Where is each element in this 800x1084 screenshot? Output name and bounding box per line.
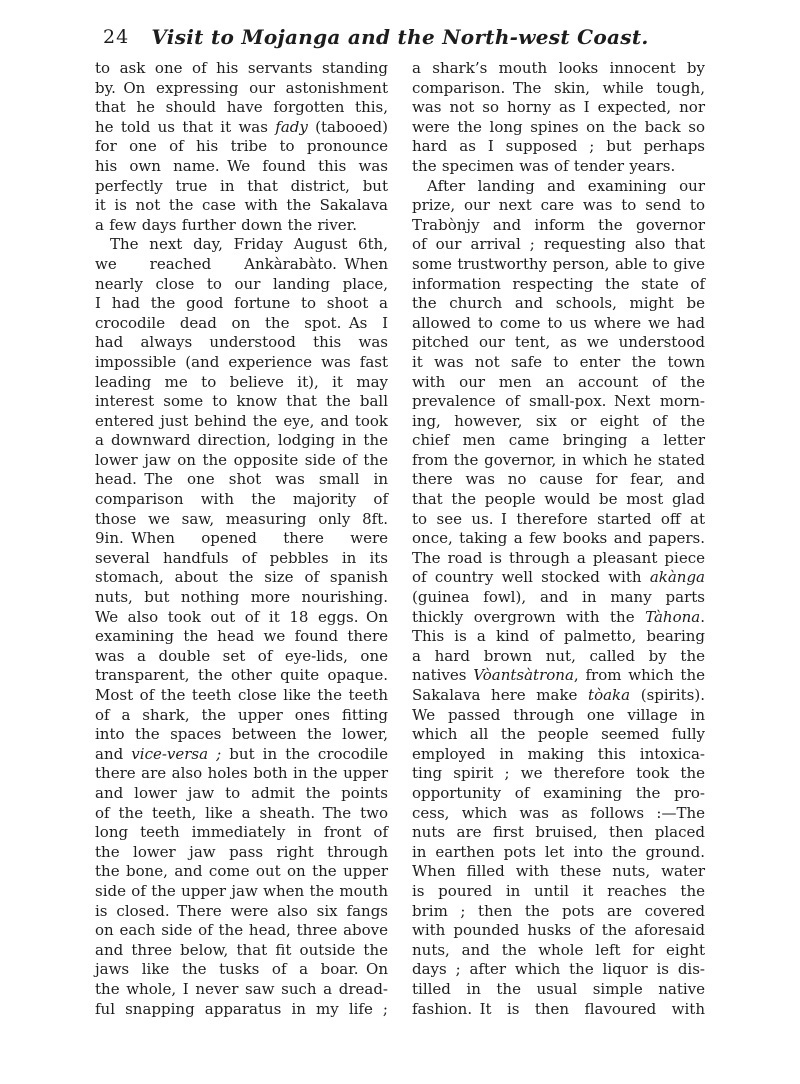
text-segment: which all the people seemed fully (412, 725, 705, 744)
text-line (412, 294, 705, 314)
text-segment: it is not the case with the Sakalava (95, 196, 388, 215)
text-segment: those we saw, measuring only 8ft. (95, 509, 388, 528)
text-segment: side of the upper jaw when the mouth (95, 881, 388, 900)
text-line (95, 118, 388, 138)
text-segment: but in the crocodile (221, 744, 388, 763)
text-line (95, 529, 388, 549)
text-line (412, 177, 705, 197)
text-line (412, 98, 705, 118)
text-segment: his own name. We found this was (95, 156, 388, 175)
page-header (95, 25, 705, 51)
text-line (412, 823, 705, 843)
italic-text: akànga (649, 568, 705, 587)
text-segment: The next day, Friday August 6th, (110, 235, 388, 254)
text-segment: 9in. When opened there were (95, 529, 388, 548)
text-line (412, 549, 705, 569)
text-line (95, 314, 388, 334)
text-segment: fashion. It is then flavoured with (412, 999, 705, 1018)
text-segment: of country well stocked with (412, 568, 650, 587)
text-segment: leading me to believe it), it may (95, 372, 388, 391)
text-segment: of our arrival ; requesting also that (412, 235, 705, 254)
text-line (412, 157, 705, 177)
running-title: Visit to Mojanga and the North-west Coast. (151, 25, 649, 49)
text-segment: days ; after which the liquor is dis- (412, 960, 705, 979)
text-segment: jaws like the tusks of a boar. On (95, 960, 388, 979)
text-line (412, 490, 705, 510)
text-line (412, 79, 705, 99)
text-line (412, 529, 705, 549)
text-segment: that he should have forgotten this, (95, 98, 388, 117)
text-segment: When filled with these nuts, water (412, 862, 705, 881)
text-segment: brim ; then the pots are covered (412, 901, 705, 920)
text-segment: opportunity of examining the pro- (412, 783, 705, 802)
text-line (412, 862, 705, 882)
text-line (95, 392, 388, 412)
text-segment: . (700, 607, 705, 626)
paragraph (412, 59, 705, 177)
text-line (412, 764, 705, 784)
text-segment: The road is through a pleasant piece (412, 548, 705, 567)
text-line (412, 686, 705, 706)
text-segment: on each side of the head, three above (95, 921, 388, 940)
text-segment: Most of the teeth close like the teeth (95, 686, 388, 704)
text-segment: impossible (and experience was fast (95, 352, 388, 371)
text-segment: a downward direction, lodging in the (95, 431, 388, 450)
text-segment: to see us. I therefore started off at (412, 509, 705, 528)
text-segment: is poured in until it reaches the (412, 881, 705, 900)
text-segment: that the people would be most glad (412, 490, 705, 509)
text-segment: once, taking a few books and papers. (412, 529, 705, 548)
text-line (95, 588, 388, 608)
text-line (95, 686, 388, 706)
text-segment: we reached Ankàrabàto. When (95, 254, 388, 273)
text-line (95, 882, 388, 902)
text-line (412, 255, 705, 275)
text-segment: After landing and examining our (427, 176, 705, 195)
text-segment: the bone, and come out on the upper (95, 862, 388, 881)
text-segment: (guinea fowl), and in many parts (412, 588, 705, 607)
text-segment: hard as I supposed ; but perhaps (412, 137, 705, 156)
text-segment: the church and schools, might be (412, 294, 705, 313)
text-line (95, 784, 388, 804)
text-line (95, 647, 388, 667)
text-line (95, 941, 388, 961)
text-segment: of a shark, the upper ones fitting (95, 705, 388, 724)
text-segment: was not so horny as I expected, nor (412, 98, 705, 117)
text-line (95, 843, 388, 863)
text-line (95, 235, 388, 255)
text-line (95, 510, 388, 530)
text-segment: he told us that it was (95, 117, 276, 136)
text-line (95, 980, 388, 1000)
text-line (412, 333, 705, 353)
text-line (95, 98, 388, 118)
text-line (412, 412, 705, 432)
text-line (95, 764, 388, 784)
text-line (412, 1000, 705, 1020)
text-segment: stomach, about the size of spanish (95, 568, 388, 587)
text-segment: entered just behind the eye, and took (95, 411, 388, 430)
paragraph (412, 177, 705, 1020)
text-line (412, 568, 705, 588)
text-line (95, 823, 388, 843)
text-line (412, 804, 705, 824)
text-line (412, 59, 705, 79)
text-segment: with our men an account of the (412, 372, 705, 391)
text-segment: transparent, the other quite opaque. (95, 666, 388, 685)
text-segment: nearly close to our landing place, (95, 274, 388, 293)
text-segment: natives (412, 666, 474, 685)
text-line (95, 568, 388, 588)
text-line (412, 882, 705, 902)
text-segment: was a double set of eye-lids, one (95, 646, 388, 665)
text-segment: prevalence of small-pox. Next morn- (412, 392, 705, 411)
italic-text: tòaka (588, 686, 631, 704)
text-line (412, 373, 705, 393)
text-segment: were the long spines on the back so (412, 117, 705, 136)
italic-text: Vòantsàtrona (473, 666, 574, 685)
text-line (412, 216, 705, 236)
text-segment: a few days further down the river. (95, 215, 357, 234)
text-line (95, 451, 388, 471)
text-column (95, 59, 388, 1019)
text-segment: to ask one of his servants standing (95, 59, 388, 77)
text-line (95, 549, 388, 569)
text-segment: is closed. There were also six fangs (95, 901, 388, 920)
text-line (412, 941, 705, 961)
text-line (95, 960, 388, 980)
text-segment: pitched our tent, as we understood (412, 333, 705, 352)
text-segment: I had the good fortune to shoot a (95, 294, 388, 313)
text-line (95, 412, 388, 432)
text-segment: information respecting the state of (412, 274, 705, 293)
text-line (412, 118, 705, 138)
text-segment: comparison. The skin, while tough, (412, 78, 705, 97)
text-segment: examining the head we found there (95, 627, 388, 646)
text-line (95, 294, 388, 314)
text-segment: thickly overgrown with the (412, 607, 646, 626)
text-segment: by. On expressing our astonishment (95, 78, 388, 97)
text-line (412, 784, 705, 804)
text-line (95, 431, 388, 451)
text-segment: lower jaw on the opposite side of the (95, 450, 388, 469)
text-segment: the specimen was of tender years. (412, 156, 676, 175)
text-segment: We passed through one village in (412, 705, 705, 724)
text-line (95, 745, 388, 765)
text-segment: prize, our next care was to send to (412, 196, 705, 215)
text-segment: several handfuls of pebbles in its (95, 548, 388, 567)
text-segment: and (95, 744, 132, 763)
text-segment: ful snapping apparatus in my life ; (95, 999, 388, 1018)
text-segment: head. The one shot was small in (95, 470, 388, 489)
text-line (95, 921, 388, 941)
text-segment: ing, however, six or eight of the (412, 411, 705, 430)
text-line (412, 706, 705, 726)
text-line (412, 510, 705, 530)
italic-text: fady (275, 117, 308, 136)
text-line (95, 608, 388, 628)
paragraph (95, 235, 388, 1019)
text-segment: there was no cause for fear, and (412, 470, 705, 489)
text-segment: from the governor, in which he stated (412, 450, 705, 469)
text-segment: of the teeth, like a sheath. The two (95, 803, 388, 822)
text-line (95, 79, 388, 99)
text-segment: it was not safe to enter the town (412, 352, 705, 371)
text-line (95, 157, 388, 177)
text-segment: We also took out of it 18 eggs. On (95, 607, 388, 626)
text-line (412, 431, 705, 451)
text-line (412, 666, 705, 686)
text-segment: and three below, that fit outside the (95, 940, 388, 959)
text-line (412, 275, 705, 295)
text-segment: in earthen pots let into the ground. (412, 842, 705, 861)
text-line (412, 314, 705, 334)
text-segment: for one of his tribe to pronounce (95, 137, 388, 156)
text-segment: (spirits). (630, 686, 705, 704)
italic-text: Tàhona (645, 607, 701, 626)
text-line (95, 373, 388, 393)
text-segment: had always understood this was (95, 333, 388, 352)
text-line (412, 608, 705, 628)
text-line (95, 666, 388, 686)
text-line (95, 706, 388, 726)
text-segment: employed in making this intoxica- (412, 744, 705, 763)
text-segment: chief men came bringing a letter (412, 431, 705, 450)
text-segment: cess, which was as follows :—The (412, 803, 705, 822)
text-line (412, 960, 705, 980)
text-line (412, 745, 705, 765)
text-line (95, 59, 388, 79)
text-line (95, 804, 388, 824)
text-segment: the whole, I never saw such a dread- (95, 979, 388, 998)
text-line (412, 392, 705, 412)
text-segment: a shark’s mouth looks innocent by (412, 59, 705, 77)
text-line (412, 196, 705, 216)
text-line (95, 862, 388, 882)
text-line (412, 843, 705, 863)
text-segment: interest some to know that the ball (95, 392, 388, 411)
text-segment: nuts, but nothing more nourishing. (95, 588, 388, 607)
text-line (412, 470, 705, 490)
text-line (412, 627, 705, 647)
text-line (95, 333, 388, 353)
text-line (95, 902, 388, 922)
text-line (412, 902, 705, 922)
page-number: 24 (103, 26, 130, 48)
text-columns (95, 59, 705, 1019)
text-segment: with pounded husks of the aforesaid (412, 921, 705, 940)
italic-text: vice-versa ; (131, 744, 222, 763)
text-line (412, 137, 705, 157)
text-line (412, 235, 705, 255)
text-line (412, 980, 705, 1000)
text-line (95, 177, 388, 197)
text-segment: , from which the (573, 666, 705, 685)
text-line (95, 275, 388, 295)
text-line (412, 921, 705, 941)
text-line (95, 216, 388, 236)
text-line (95, 1000, 388, 1020)
text-line (95, 470, 388, 490)
text-segment: some trustworthy person, able to give (412, 254, 705, 273)
text-line (412, 588, 705, 608)
text-line (412, 647, 705, 667)
text-line (95, 353, 388, 373)
text-segment: the lower jaw pass right through (95, 842, 388, 861)
text-line (95, 725, 388, 745)
text-segment: long teeth immediately in front of (95, 823, 388, 842)
text-line (412, 725, 705, 745)
text-column (412, 59, 705, 1019)
text-segment: and lower jaw to admit the points (95, 783, 388, 802)
text-line (95, 490, 388, 510)
text-line (95, 255, 388, 275)
text-line (412, 353, 705, 373)
text-line (95, 196, 388, 216)
text-line (95, 137, 388, 157)
text-segment: there are also holes both in the upper (95, 764, 388, 783)
text-segment: allowed to come to us where we had (412, 313, 705, 332)
text-segment: into the spaces between the lower, (95, 725, 388, 744)
text-segment: nuts are first bruised, then placed (412, 823, 705, 842)
text-segment: Sakalava here make (412, 686, 589, 704)
text-segment: This is a kind of palmetto, bearing (412, 627, 705, 646)
text-segment: tilled in the usual simple native (412, 979, 705, 998)
text-line (95, 627, 388, 647)
paragraph (95, 59, 388, 235)
text-segment: crocodile dead on the spot. As I (95, 313, 388, 332)
text-segment: perfectly true in that district, but (95, 176, 388, 195)
text-segment: Trabònjy and inform the governor (412, 215, 705, 234)
text-line (412, 451, 705, 471)
text-segment: comparison with the majority of (95, 490, 388, 509)
text-segment: ting spirit ; we therefore took the (412, 764, 705, 783)
text-segment: a hard brown nut, called by the (412, 646, 705, 665)
text-segment: (tabooed) (307, 117, 388, 136)
text-segment: nuts, and the whole left for eight (412, 940, 705, 959)
